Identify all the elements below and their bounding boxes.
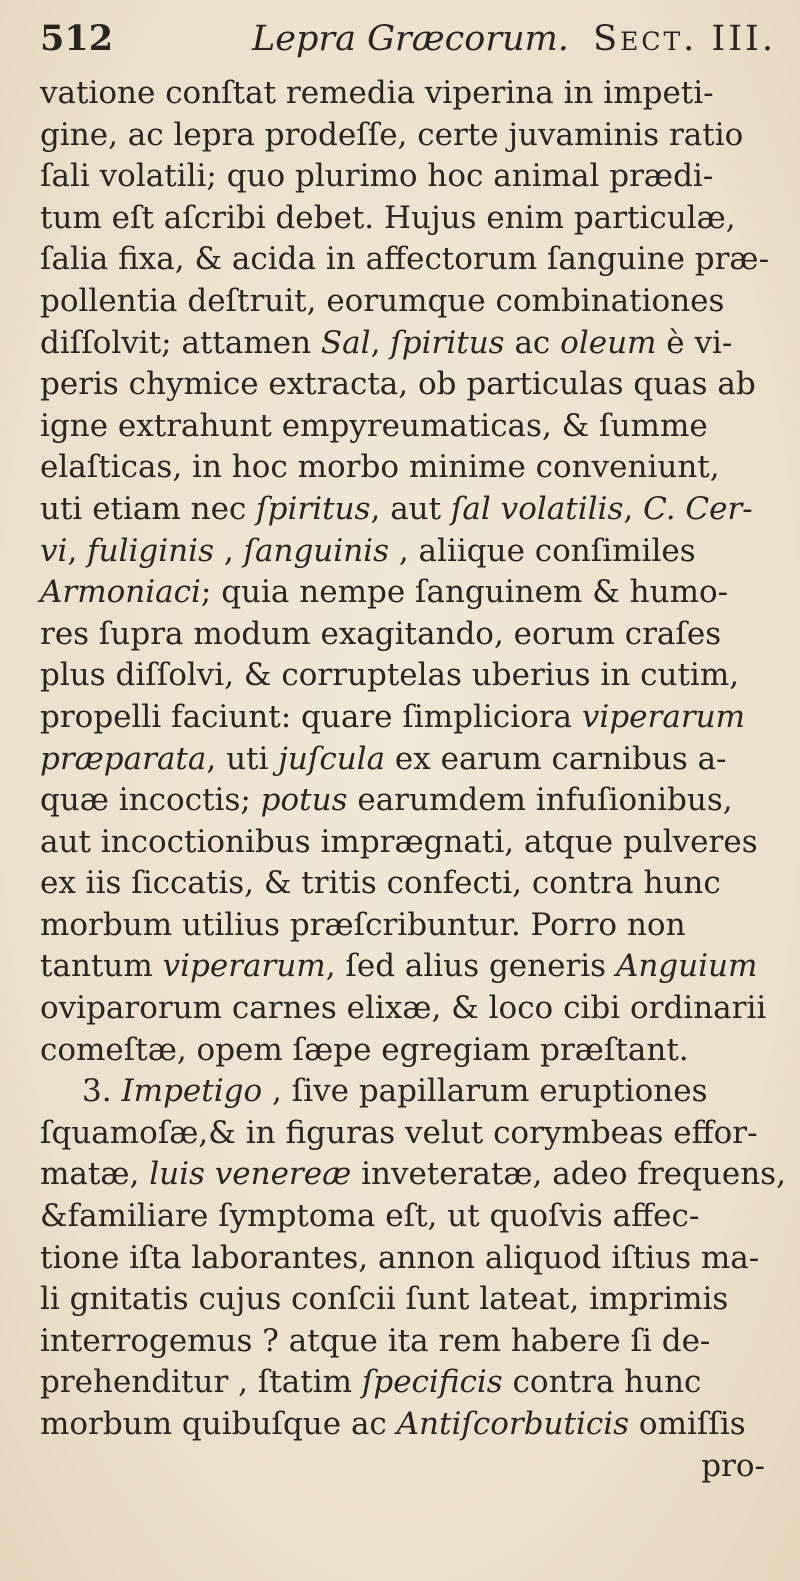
text-segment: Antiſcorbuticis [396, 1406, 630, 1442]
text-segment: vatione conſtat remedia viperina in impeti- [40, 75, 714, 111]
text-line [40, 1196, 775, 1238]
text-segment: ex iis ſiccatis, & tritis confecti, contra hunc [40, 865, 721, 902]
text-line [40, 1321, 775, 1363]
text-segment: juſcula [278, 740, 386, 777]
text-segment: , aut [370, 490, 451, 527]
text-line [40, 572, 775, 614]
text-segment: luis venereæ [149, 1156, 352, 1193]
text-line [40, 1238, 775, 1280]
text-line [40, 780, 775, 822]
text-line [40, 198, 775, 240]
text-segment: gine, ac lepra prodeſſe, certe juvaminis ratio [40, 116, 744, 153]
text-line [40, 905, 775, 947]
text-segment: , ſed alius generis [325, 948, 616, 985]
text-segment: res ſupra modum exagitando, eorum craſes [40, 615, 722, 652]
text-line [40, 1362, 775, 1404]
text-segment: tantum [40, 948, 163, 985]
text-segment: oviparorum carnes elixæ, & loco cibi ordinarii [40, 990, 767, 1027]
text-segment: ac [504, 324, 561, 361]
text-line [40, 156, 775, 198]
text-segment: ſpiritus [390, 324, 505, 361]
text-segment: , [623, 490, 644, 527]
text-line [40, 988, 775, 1030]
text-line [40, 822, 775, 864]
text-segment: comeſtæ, opem ſæpe egregiam præſtant. [40, 1031, 689, 1068]
text-line [40, 655, 775, 697]
text-line [40, 115, 775, 157]
text-segment: viperarum [581, 698, 746, 735]
text-segment: ſal volatilis [450, 490, 624, 527]
text-segment: &familiare ſymptoma eſt, ut quoſvis affec- [40, 1198, 700, 1235]
text-line [40, 863, 775, 905]
text-segment: interrogemus ? atque ita rem habere ſi de- [40, 1322, 711, 1359]
text-line [40, 531, 775, 573]
text-segment: tum eſt aſcribi debet. Hujus enim particulæ, [40, 199, 736, 236]
text-line [40, 406, 775, 448]
text-segment: è vi- [656, 324, 733, 361]
text-segment: contra hunc [502, 1364, 702, 1401]
text-segment: omiſſis [629, 1406, 746, 1442]
text-line [40, 1279, 775, 1321]
text-segment: morbum quibuſque ac [40, 1406, 397, 1442]
text-line [40, 323, 775, 365]
text-segment: vi [40, 532, 68, 569]
text-segment: , aliique conſimiles [388, 532, 696, 569]
text-segment: , ſive papillarum eruptiones [262, 1073, 708, 1110]
text-segment: ſquamoſæ,& in figuras velut corymbeas effor- [40, 1114, 758, 1151]
text-segment: igne extrahunt empyreumaticas, & ſumme [40, 407, 708, 444]
text-segment: viperarum [162, 948, 326, 985]
text-segment: , [370, 324, 391, 361]
text-segment: peris chymice extracta, ob particulas quas ab [40, 366, 756, 403]
text-line [40, 281, 775, 323]
text-segment: li gnitatis cujus conſcii ſunt lateat, imprimis [40, 1281, 729, 1318]
text-line [40, 697, 775, 739]
text-segment: ſpiritus [256, 490, 371, 527]
catchword: pro- [701, 1447, 765, 1484]
text-segment: quæ incoctis; [40, 782, 261, 819]
text-segment: 3. [82, 1073, 122, 1110]
text-segment: pollentia deſtruit, eorumque combinationes [40, 282, 725, 319]
text-segment: , uti [206, 740, 279, 777]
text-segment: fuliginis [87, 532, 214, 569]
text-line [40, 1404, 775, 1446]
text-line [40, 73, 775, 115]
text-segment: præparata [40, 740, 207, 777]
text-line [40, 1030, 775, 1072]
text-segment: Anguium [615, 948, 758, 985]
text-segment: elaſticas, in hoc morbo minime conveniunt, [40, 449, 720, 486]
text-line [40, 364, 775, 406]
running-title: Lepra Græcorum. [252, 19, 569, 59]
text-body [40, 73, 786, 1487]
text-segment: ſali volatili; quo plurimo hoc animal prædi- [40, 158, 714, 195]
text-line [40, 1154, 786, 1196]
text-segment: ; quia nempe ſanguinem & humo- [200, 574, 729, 611]
text-segment: , [213, 532, 244, 569]
text-segment: Sal [320, 324, 371, 361]
text-segment: potus [260, 782, 348, 819]
text-segment: diſſolvit; attamen [40, 324, 321, 361]
text-segment: inveteratæ, adeo frequens, [351, 1156, 786, 1193]
text-line [40, 1071, 775, 1113]
text-line [40, 1113, 775, 1155]
text-segment: ex earum carnibus a- [385, 740, 727, 777]
section-label: Sect. III. [593, 19, 776, 59]
text-segment: tione iſta laborantes, annon aliquod iſtius ma- [40, 1239, 760, 1276]
text-line [40, 739, 775, 781]
text-segment: , [67, 532, 88, 569]
text-segment: aut incoctionibus imprægnati, atque pulveres [40, 823, 758, 860]
page-number: 512 [40, 18, 114, 59]
text-segment: C. Cer- [643, 490, 753, 527]
text-segment: uti etiam nec [40, 490, 257, 527]
text-segment: earumdem infuſionibus, [347, 782, 733, 819]
text-line [40, 614, 775, 656]
text-segment: ſanguinis [243, 532, 389, 569]
page-header [40, 14, 778, 64]
text-segment: ſpecificis [361, 1364, 503, 1401]
text-segment: matæ, [40, 1156, 150, 1193]
text-line [40, 489, 775, 531]
text-line [40, 447, 775, 489]
text-segment: ſalia fixa, & acida in affectorum ſanguine præ- [40, 241, 770, 278]
text-line [40, 239, 775, 281]
text-line [40, 946, 775, 988]
text-segment: oleum [560, 324, 657, 361]
text-segment: Armoniaci [40, 574, 201, 611]
text-segment: propelli faciunt: quare ſimpliciora [40, 698, 582, 735]
text-segment: Impetigo [121, 1073, 263, 1110]
text-segment: plus diſſolvi, & corruptelas uberius in cutim, [40, 657, 740, 694]
text-segment: prehenditur , ſtatim [40, 1364, 362, 1401]
text-segment: morbum utilius præſcribuntur. Porro non [40, 906, 686, 943]
